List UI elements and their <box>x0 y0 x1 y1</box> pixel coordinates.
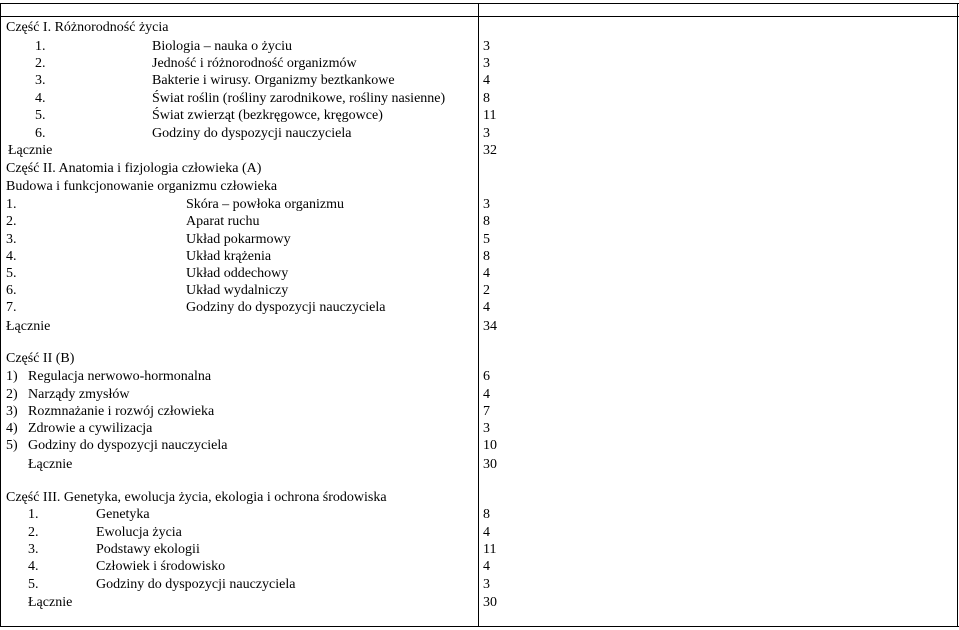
part2a-item-hours: 5 <box>483 232 490 247</box>
part2a-item-hours: 8 <box>483 214 490 229</box>
part2a-item-label: Godziny do dyspozycji nauczyciela <box>186 300 386 315</box>
part2b-item-label: Rozmnażanie i rozwój człowieka <box>28 404 215 419</box>
part2a-item-hours: 2 <box>483 283 490 298</box>
part3-item-num: 2. <box>28 525 39 540</box>
part3-item-label: Człowiek i środowisko <box>96 559 226 574</box>
part2b-item-hours: 4 <box>483 387 490 402</box>
part1-item-num: 2. <box>35 56 46 71</box>
part3-item-num: 5. <box>28 577 39 592</box>
part2b-item-hours: 6 <box>483 369 490 384</box>
part2b-item-label: Regulacja nerwowo-hormonalna <box>28 369 212 384</box>
part3-item-label: Podstawy ekologii <box>96 542 200 557</box>
part2a-item-hours: 4 <box>483 266 490 281</box>
part1-item-num: 1. <box>35 39 46 54</box>
part2a-item-num: 4. <box>6 249 17 264</box>
part1-title: Część I. Różnorodność życia <box>6 20 169 35</box>
part1-item-label: Bakterie i wirusy. Organizmy beztkankowe <box>152 73 395 88</box>
part1-item-hours: 11 <box>483 108 497 123</box>
part1-total-value: 32 <box>483 143 497 158</box>
part2b-item-label: Zdrowie a cywilizacja <box>28 421 153 436</box>
part3-item-hours: 11 <box>483 542 497 557</box>
part1-item-hours: 3 <box>483 126 490 141</box>
part2a-item-label: Aparat ruchu <box>186 214 260 229</box>
part3-title: Część III. Genetyka, ewolucja życia, ekologia i ochrona środowiska <box>6 490 387 505</box>
part2a-item-label: Układ oddechowy <box>186 266 289 281</box>
part3-item-label: Ewolucja życia <box>96 525 182 540</box>
table-border-top <box>0 3 959 4</box>
part1-item-num: 4. <box>35 91 46 106</box>
part2a-item-num: 3. <box>6 232 17 247</box>
table-border-right <box>957 3 958 627</box>
part2b-title: Część II (B) <box>6 351 75 366</box>
part2a-item-label: Układ pokarmowy <box>186 232 291 247</box>
part2a-item-label: Układ wydalniczy <box>186 283 289 298</box>
part2a-total-value: 34 <box>483 319 497 334</box>
part1-item-label: Godziny do dyspozycji nauczyciela <box>152 126 352 141</box>
part2b-total-label: Łącznie <box>28 457 73 472</box>
part2a-item-label: Skóra – powłoka organizmu <box>186 197 344 212</box>
header-divider <box>0 16 959 17</box>
part2a-title: Część II. Anatomia i fizjologia człowieka (A) <box>6 161 262 176</box>
part3-item-hours: 8 <box>483 507 490 522</box>
part1-total-label: Łącznie <box>8 143 53 158</box>
part1-item-label: Jedność i różnorodność organizmów <box>152 56 357 71</box>
column-divider <box>478 3 479 627</box>
part1-item-hours: 3 <box>483 56 490 71</box>
table-border-left <box>0 3 1 627</box>
part2a-item-hours: 8 <box>483 249 490 264</box>
part2b-item-hours: 3 <box>483 421 490 436</box>
part1-item-hours: 3 <box>483 39 490 54</box>
part3-item-num: 4. <box>28 559 39 574</box>
part2a-item-num: 6. <box>6 283 17 298</box>
part3-total-value: 30 <box>483 595 497 610</box>
part2b-total-value: 30 <box>483 457 497 472</box>
part2a-item-num: 2. <box>6 214 17 229</box>
part3-total-label: Łącznie <box>28 595 73 610</box>
part2b-item-num: 5) <box>6 438 18 453</box>
part1-item-label: Biologia – nauka o życiu <box>152 39 292 54</box>
part2b-item-label: Narządy zmysłów <box>28 387 130 402</box>
part2a-item-num: 1. <box>6 197 17 212</box>
part2b-item-label: Godziny do dyspozycji nauczyciela <box>28 438 228 453</box>
part3-item-label: Genetyka <box>96 507 150 522</box>
part2a-item-num: 7. <box>6 300 17 315</box>
part1-item-hours: 8 <box>483 91 490 106</box>
part1-item-label: Świat roślin (rośliny zarodnikowe, rośliny nasienne) <box>152 91 446 106</box>
table-border-bottom <box>0 626 959 627</box>
part2b-item-num: 1) <box>6 369 18 384</box>
part2b-item-hours: 7 <box>483 404 490 419</box>
part2b-item-num: 2) <box>6 387 18 402</box>
part2a-subtitle: Budowa i funkcjonowanie organizmu człowieka <box>6 179 278 194</box>
part1-item-num: 6. <box>35 126 46 141</box>
part2b-item-num: 3) <box>6 404 18 419</box>
part3-item-num: 1. <box>28 507 39 522</box>
part3-item-num: 3. <box>28 542 39 557</box>
part2b-item-num: 4) <box>6 421 18 436</box>
part3-item-label: Godziny do dyspozycji nauczyciela <box>96 577 296 592</box>
part2a-item-num: 5. <box>6 266 17 281</box>
part1-item-hours: 4 <box>483 73 490 88</box>
part2a-item-hours: 4 <box>483 300 490 315</box>
part1-item-num: 5. <box>35 108 46 123</box>
part1-item-num: 3. <box>35 73 46 88</box>
part1-item-label: Świat zwierząt (bezkręgowce, kręgowce) <box>152 108 383 123</box>
part2a-item-hours: 3 <box>483 197 490 212</box>
part3-item-hours: 4 <box>483 559 490 574</box>
part2a-item-label: Układ krążenia <box>186 249 272 264</box>
part3-item-hours: 4 <box>483 525 490 540</box>
part3-item-hours: 3 <box>483 577 490 592</box>
part2a-total-label: Łącznie <box>6 319 51 334</box>
part2b-item-hours: 10 <box>483 438 497 453</box>
